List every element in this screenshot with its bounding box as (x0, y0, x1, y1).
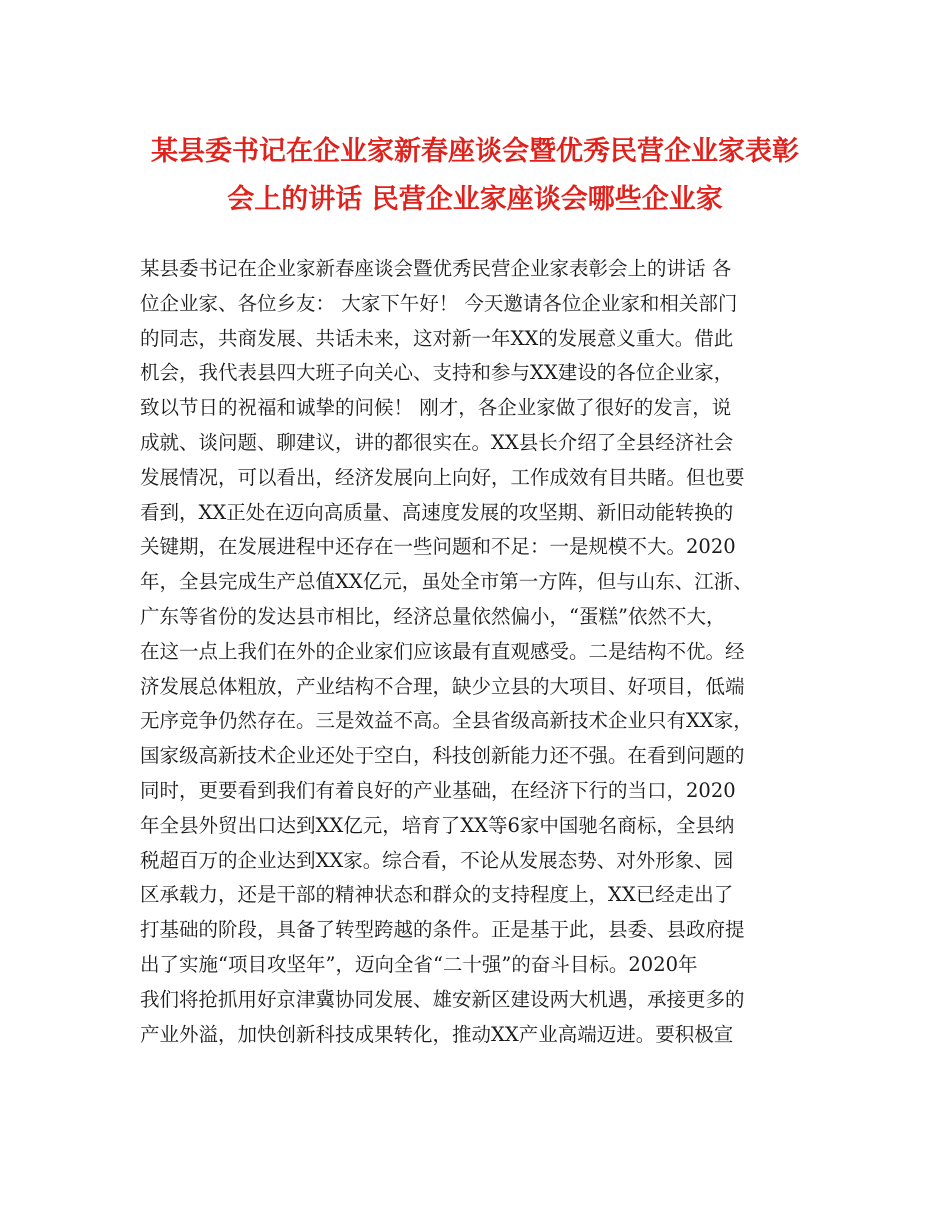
body-line: 无序竞争仍然存在。三是效益不高。全县省级高新技术企业只有XX家， (140, 709, 753, 733)
body-line: 税超百万的企业达到XX家。综合看，不论从发展态势、对外形象、园 (140, 848, 734, 872)
body-line: 打基础的阶段，具备了转型跨越的条件。正是基于此，县委、县政府提 (140, 918, 745, 942)
title-line: 某县委书记在企业家新春座谈会暨优秀民营企业家表彰 (151, 136, 799, 167)
body-line: 机会，我代表县四大班子向关心、支持和参与XX建设的各位企业家， (140, 361, 734, 385)
body-line: 广东等省份的发达县市相比，经济总量依然偏小，“蛋糕”依然不大， (140, 604, 726, 628)
document-body (140, 252, 820, 1052)
body-line: 某县委书记在企业家新春座谈会暨优秀民营企业家表彰会上的讲话 各 (140, 257, 732, 280)
body-line: 同时，更要看到我们有着良好的产业基础，在经济下行的当口，2020 (140, 778, 736, 802)
body-line: 国家级高新技术企业还处于空白，科技创新能力还不强。在看到问题的 (140, 744, 745, 768)
body-line: 在这一点上我们在外的企业家们应该最有直观感受。二是结构不优。经 (140, 639, 745, 663)
body-line: 看到，XX正处在迈向高质量、高速度发展的攻坚期、新旧动能转换的 (140, 500, 734, 524)
body-line: 济发展总体粗放，产业结构不合理，缺少立县的大项目、好项目，低端 (140, 674, 745, 698)
body-line: 的同志，共商发展、共话未来，这对新一年XX的发展意义重大。借此 (140, 326, 734, 350)
body-line: 致以节日的祝福和诚挚的问候！ 刚才，各企业家做了很好的发言，说 (140, 396, 732, 420)
body-line: 出了实施“项目攻坚年”，迈向全省“二十强”的奋斗目标。2020年 (140, 952, 698, 976)
body-line: 年全县外贸出口达到XX亿元，培育了XX等6家中国驰名商标，全县纳 (140, 813, 735, 837)
body-line: 我们将抢抓用好京津冀协同发展、雄安新区建设两大机遇，承接更多的 (140, 987, 745, 1011)
body-line: 成就、谈问题、聊建议，讲的都很实在。XX县长介绍了全县经济社会 (140, 430, 734, 454)
body-line: 年，全县完成生产总值XX亿元，虽处全市第一方阵，但与山东、江浙、 (140, 570, 753, 594)
title-line: 会上的讲话 民营企业家座谈会哪些企业家 (227, 184, 723, 215)
body-line: 产业外溢，加快创新科技成果转化，推动XX产业高端迈进。要积极宣 (140, 1022, 734, 1046)
body-line: 发展情况，可以看出，经济发展向上向好，工作成效有目共睹。但也要 (140, 465, 745, 489)
body-line: 区承载力，还是干部的精神状态和群众的支持程度上，XX已经走出了 (140, 883, 734, 907)
document-title (120, 128, 830, 224)
body-line: 位企业家、各位乡友： 大家下午好！ 今天邀请各位企业家和相关部门 (140, 291, 738, 315)
body-line: 关键期，在发展进程中还存在一些问题和不足：一是规模不大。2020 (140, 535, 736, 559)
